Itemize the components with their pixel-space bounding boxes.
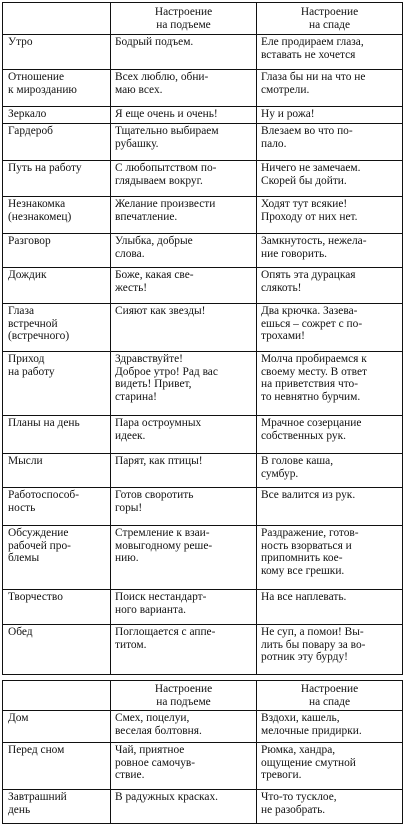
table-row [3, 526, 403, 590]
cell-mood-down: Не суп, а помои! Вы- лить бы повару за во- ротник эту бурду! [257, 625, 403, 675]
table-row [3, 124, 403, 161]
cell-mood-down: Еле продираем глаза, вставать не хочется [257, 35, 403, 70]
table-row [3, 107, 403, 124]
table-row [3, 352, 403, 416]
cell-mood-down: Опять эта дурацкая слякоть! [257, 268, 403, 304]
cell-mood-down: Рюмка, хандра, ощущение смутной тревоги. [257, 743, 403, 790]
cell-mood-down: Ничего не замечаем. Скорей бы дойти. [257, 161, 403, 197]
row-label: Обсуждение рабочей про- блемы [3, 526, 111, 590]
cell-mood-up: Стремление к взаи- мовыгодному реше- нию. [111, 526, 257, 590]
table-row [3, 711, 403, 743]
table-header-row [3, 3, 403, 35]
row-label: Зеркало [3, 107, 111, 124]
row-label: Путь на работу [3, 161, 111, 197]
row-label: Незнакомка (незнакомец) [3, 197, 111, 234]
book-page [0, 2, 404, 816]
cell-mood-up: В радужных красках. [111, 790, 257, 824]
header-mood-down: Настроение на спаде [257, 681, 403, 711]
cell-mood-down: Замкнутость, нежела- ние говорить. [257, 234, 403, 268]
cell-mood-up: Смех, поцелуи, веселая болтовня. [111, 711, 257, 743]
cell-mood-down: Ходят тут всякие! Проходу от них нет. [257, 197, 403, 234]
table-row [3, 488, 403, 526]
row-label: Приход на работу [3, 352, 111, 416]
mood-table-part-1 [2, 2, 403, 675]
cell-mood-down: На все наплевать. [257, 590, 403, 625]
cell-mood-down: Влезаем во что по- пало. [257, 124, 403, 161]
table-row [3, 70, 403, 107]
cell-mood-up: Парят, как птицы! [111, 454, 257, 488]
row-label: Мысли [3, 454, 111, 488]
row-label: Дождик [3, 268, 111, 304]
table-row [3, 268, 403, 304]
row-label: Утро [3, 35, 111, 70]
cell-mood-down: Мрачное созерцание собственных рук. [257, 416, 403, 454]
cell-mood-up: Поиск нестандарт- ного варианта. [111, 590, 257, 625]
cell-mood-up: Готов своротить горы! [111, 488, 257, 526]
row-label: Завтрашний день [3, 790, 111, 824]
header-mood-up: Настроение на подъеме [111, 3, 257, 35]
row-label: Обед [3, 625, 111, 675]
cell-mood-up: Желание произвести впечатление. [111, 197, 257, 234]
row-label: Отношение к мирозданию [3, 70, 111, 107]
cell-mood-down: Два крючка. Зазева- ешься – сожрет с по- трохами! [257, 304, 403, 352]
cell-mood-up: Тщательно выбираем рубашку. [111, 124, 257, 161]
cell-mood-up: Боже, какая све- жесть! [111, 268, 257, 304]
cell-mood-down: Вздохи, кашель, мелочные придирки. [257, 711, 403, 743]
cell-mood-down: Все валится из рук. [257, 488, 403, 526]
cell-mood-up: Бодрый подъем. [111, 35, 257, 70]
cell-mood-up: Улыбка, добрые слова. [111, 234, 257, 268]
cell-mood-up: Поглощается с аппе- титом. [111, 625, 257, 675]
header-empty [3, 3, 111, 35]
table-row [3, 743, 403, 790]
table-row [3, 625, 403, 675]
table-row [3, 590, 403, 625]
cell-mood-down: Молча пробираемся к своему месту. В ответ на приветствия что- то невнятно бурчим. [257, 352, 403, 416]
row-label: Планы на день [3, 416, 111, 454]
cell-mood-down: Раздражение, готов- ность взорваться и припомнить кое- кому все грешки. [257, 526, 403, 590]
row-label: Перед сном [3, 743, 111, 790]
row-label: Гардероб [3, 124, 111, 161]
row-label: Творчество [3, 590, 111, 625]
row-label: Работоспособ- ность [3, 488, 111, 526]
table-row [3, 304, 403, 352]
cell-mood-down: В голове каша, сумбур. [257, 454, 403, 488]
header-empty [3, 681, 111, 711]
table-row [3, 35, 403, 70]
cell-mood-up: Я еще очень и очень! [111, 107, 257, 124]
mood-table-part-2 [2, 680, 403, 824]
table-row [3, 790, 403, 824]
cell-mood-up: Здравствуйте! Доброе утро! Рад вас видеть! Привет, старина! [111, 352, 257, 416]
cell-mood-down: Что-то тусклое, не разобрать. [257, 790, 403, 824]
cell-mood-up: Сияют как звезды! [111, 304, 257, 352]
table-row [3, 454, 403, 488]
cell-mood-up: Всех люблю, обни- маю всех. [111, 70, 257, 107]
header-mood-up: Настроение на подъеме [111, 681, 257, 711]
row-label: Дом [3, 711, 111, 743]
row-label: Разговор [3, 234, 111, 268]
table-row [3, 234, 403, 268]
row-label: Глаза встречной (встречного) [3, 304, 111, 352]
cell-mood-down: Глаза бы ни на что не смотрели. [257, 70, 403, 107]
cell-mood-up: С любопытством по- глядываем вокруг. [111, 161, 257, 197]
cell-mood-up: Чай, приятное ровное самочув- ствие. [111, 743, 257, 790]
table-row [3, 197, 403, 234]
cell-mood-down: Ну и рожа! [257, 107, 403, 124]
header-mood-down: Настроение на спаде [257, 3, 403, 35]
table-row [3, 416, 403, 454]
table-row [3, 161, 403, 197]
cell-mood-up: Пара остроумных идеек. [111, 416, 257, 454]
table-header-row [3, 681, 403, 711]
